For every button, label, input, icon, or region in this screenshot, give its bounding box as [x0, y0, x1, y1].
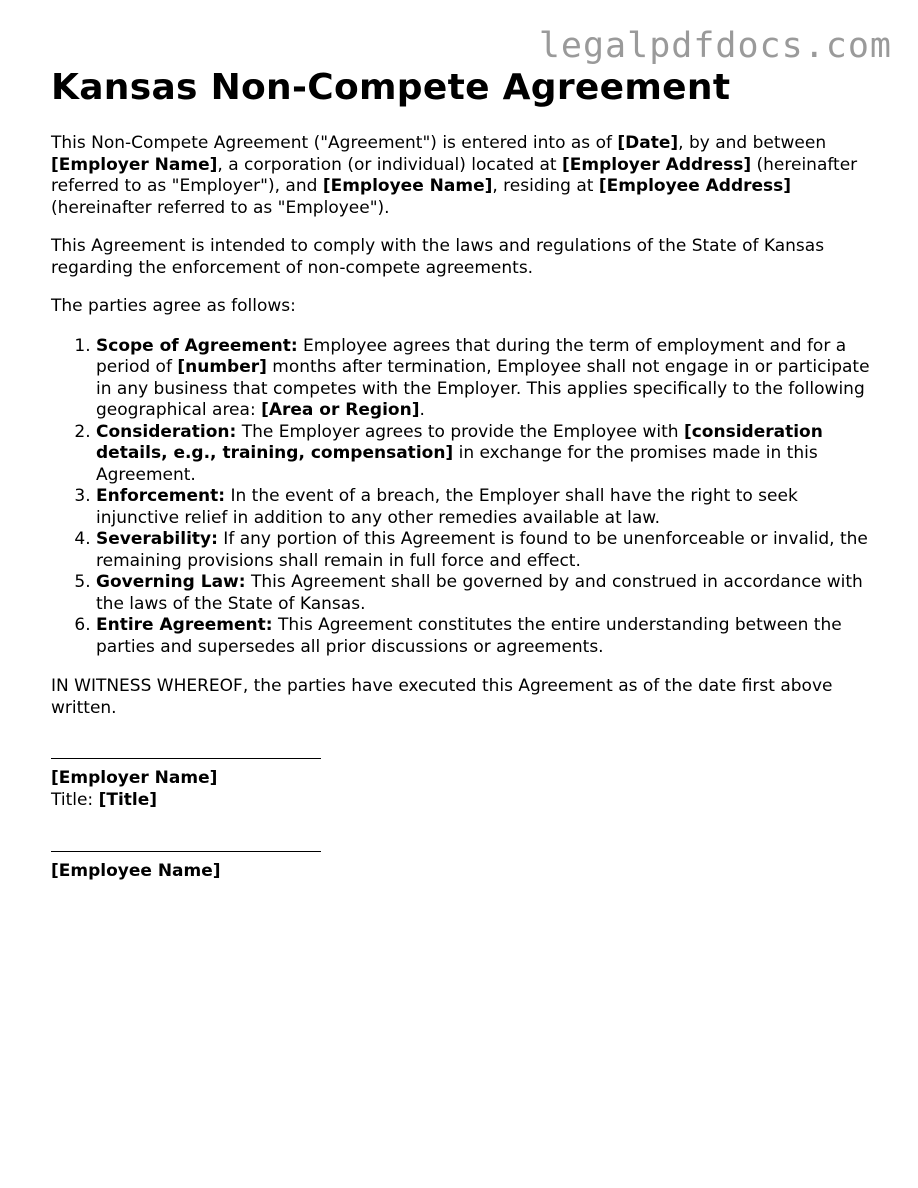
clause-text: This Agreement constitutes the entire understanding between the parties and supersedes all prior discussions or agreements.	[96, 615, 842, 657]
clause-item	[96, 336, 871, 422]
employer-signature-line	[51, 758, 321, 759]
clause-text: The Employer agrees to provide the Employee with	[236, 421, 684, 442]
intro-text: (hereinafter referred to as "Employer"), and	[51, 154, 858, 196]
clause-text: This Agreement shall be governed by and construed in accordance with the laws of the State of Kansas.	[96, 572, 863, 614]
clause-text: months after termination, Employee shall not engage in or participate in any business that competes with the Employer. This applies specifically to the following geographical area:	[96, 357, 870, 420]
compliance-paragraph: This Agreement is intended to comply with the laws and regulations of the State of Kansas regarding the enforcement of non-compete agreements.	[51, 236, 825, 278]
clause-item	[96, 422, 871, 487]
area-placeholder: [Area or Region]	[261, 400, 420, 420]
intro-text: (hereinafter referred to as "Employee").	[51, 197, 390, 218]
employee-address-placeholder: [Employee Address]	[598, 176, 792, 196]
title-label: Title:	[51, 789, 99, 810]
consideration-placeholder: [consideration details, e.g., training, compensation]	[96, 421, 823, 463]
clause-item	[96, 615, 871, 658]
intro-text: , a corporation (or individual) located at	[217, 154, 562, 175]
clause-text: .	[419, 400, 425, 420]
clause-item	[96, 572, 871, 615]
employee-signature-block	[51, 861, 871, 883]
intro-paragraph	[51, 133, 871, 219]
watermark: legalpdfdocs.com	[538, 26, 892, 66]
document-page	[51, 66, 871, 883]
clause-heading: Severability:	[96, 529, 218, 549]
clause-item	[96, 486, 871, 529]
employee-signature-line	[51, 851, 321, 852]
employee-signature-name: [Employee Name]	[51, 861, 221, 881]
witness-paragraph: IN WITNESS WHEREOF, the parties have executed this Agreement as of the date first above written.	[51, 676, 833, 718]
clause-heading: Entire Agreement:	[96, 615, 273, 635]
clause-text: Employee agrees that during the term of employment and for a period of	[96, 335, 847, 377]
document-title: Kansas Non-Compete Agreement	[51, 67, 731, 108]
title-placeholder: [Title]	[98, 789, 158, 810]
intro-text: , residing at	[492, 176, 599, 196]
clause-text: In the event of a breach, the Employer shall have the right to seek injunctive relief in addition to any other remedies available at law.	[96, 486, 798, 528]
intro-text: This Non-Compete Agreement ("Agreement") is entered into as of	[51, 133, 618, 153]
clause-text: If any portion of this Agreement is found to be unenforceable or invalid, the remaining provisions shall remain in full force and effect.	[96, 529, 868, 571]
clauses-list	[51, 336, 871, 659]
clause-text: in exchange for the promises made in this Agreement.	[96, 443, 818, 485]
clause-heading: Consideration:	[96, 421, 237, 442]
employer-signature-block	[51, 768, 871, 811]
date-placeholder: [Date]	[617, 133, 679, 153]
employer-name-placeholder: [Employer Name]	[51, 154, 218, 175]
employer-signature-name: [Employer Name]	[51, 768, 218, 788]
clause-heading: Enforcement:	[96, 486, 226, 506]
clause-item	[96, 529, 871, 572]
number-placeholder: [number]	[177, 357, 267, 377]
parties-agree-paragraph: The parties agree as follows:	[51, 296, 296, 316]
intro-text: , by and between	[678, 133, 827, 153]
employer-address-placeholder: [Employer Address]	[562, 154, 752, 175]
employer-title-row	[51, 790, 871, 812]
clause-heading: Scope of Agreement:	[96, 335, 298, 356]
employee-name-placeholder: [Employee Name]	[322, 176, 493, 196]
clause-heading: Governing Law:	[96, 572, 246, 592]
